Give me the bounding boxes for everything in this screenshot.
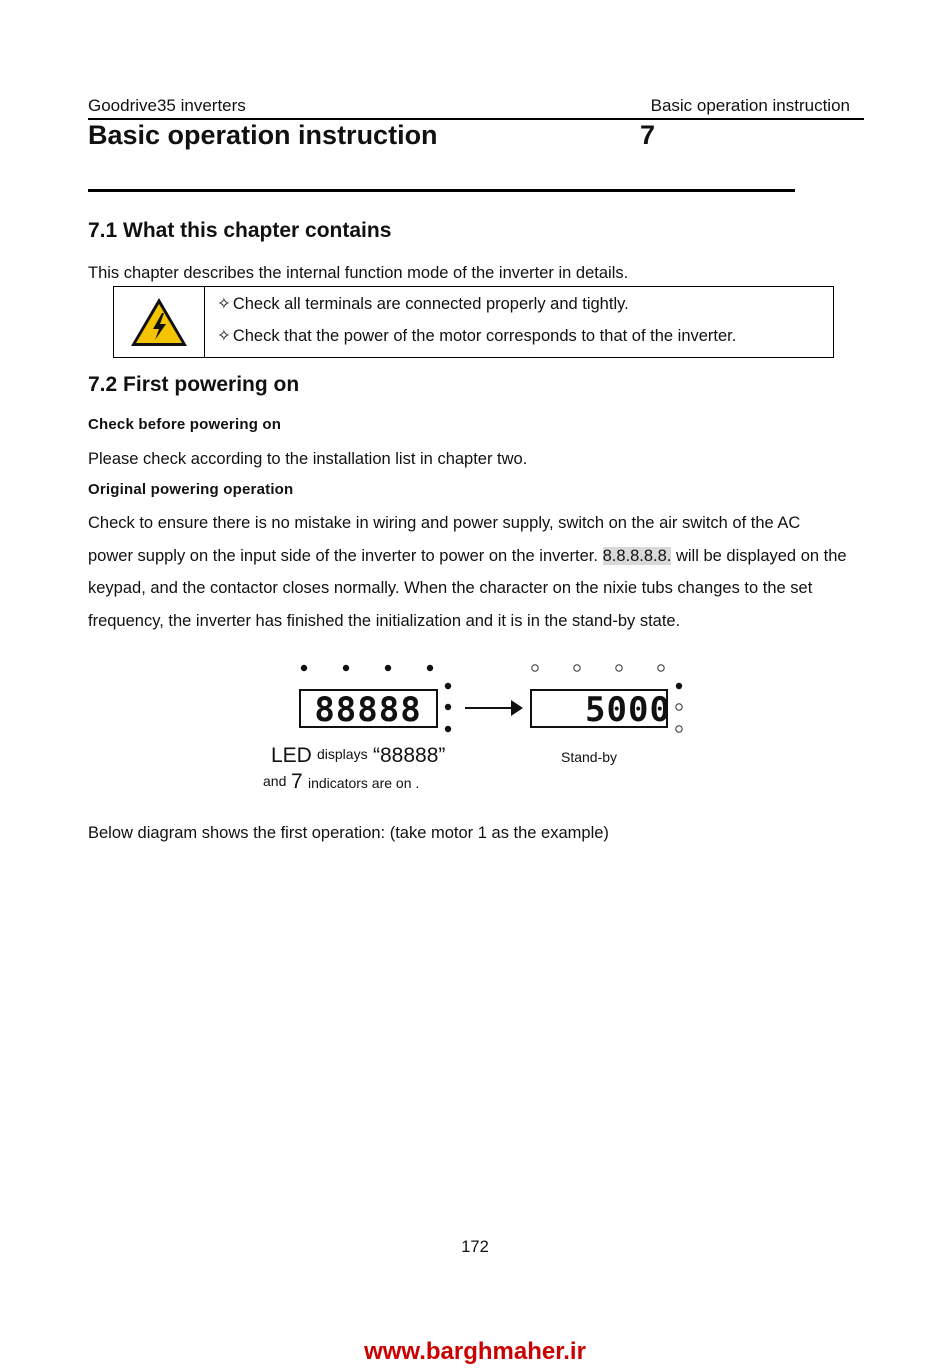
standby-label: Stand-by bbox=[561, 749, 618, 765]
indicator-off bbox=[676, 726, 682, 732]
indicator-on bbox=[301, 665, 307, 671]
indicator-off bbox=[574, 665, 580, 671]
page-number: 172 bbox=[461, 1238, 489, 1256]
chapter-rule bbox=[88, 189, 795, 192]
section-intro-text: This chapter describes the internal function mode of the inverter in details. bbox=[88, 264, 629, 282]
keypad-display-figure bbox=[255, 655, 705, 805]
high-voltage-warning-icon bbox=[129, 296, 189, 348]
led-digits-right: 5000 bbox=[585, 690, 671, 730]
indicator-on bbox=[676, 683, 682, 689]
powering-body-text bbox=[88, 507, 848, 637]
warning-box bbox=[113, 286, 834, 358]
caption-and: and bbox=[263, 773, 287, 789]
footer-url: www.barghmaher.ir bbox=[364, 1338, 586, 1365]
below-diagram-text: Below diagram shows the first operation: (take motor 1 as the example) bbox=[88, 824, 609, 842]
warning-item-text: Check that the power of the motor corresponds to that of the inverter. bbox=[232, 327, 737, 345]
section-heading-7-2: 7.2 First powering on bbox=[88, 373, 300, 396]
body-text-part: Check to ensure there is no mistake in wiring and power supply, switch on the air switch of the AC power supply on the input side of the inverter to power on the inverter. bbox=[88, 514, 801, 565]
arrow-right-icon bbox=[511, 700, 523, 716]
body-text-part: will be displayed on the keypad, and the contactor closes normally. When the character on the nixie tubs changes to the set frequency, the inverter has finished the initialization and it is in the stand-by state. bbox=[88, 546, 847, 630]
section-heading-7-1: 7.1 What this chapter contains bbox=[88, 219, 392, 242]
caption-seven: 7 bbox=[291, 770, 303, 793]
running-header-left: Goodrive35 inverters bbox=[88, 96, 246, 115]
indicator-off bbox=[532, 665, 538, 671]
caption-quote: “88888” bbox=[373, 744, 446, 767]
led-digits-left: 88888 bbox=[314, 690, 422, 730]
warning-item-text: Check all terminals are connected properly and tightly. bbox=[232, 295, 629, 313]
warning-icon-cell bbox=[114, 287, 205, 357]
indicator-on bbox=[343, 665, 349, 671]
indicator-off bbox=[616, 665, 622, 671]
keypad-diagram bbox=[255, 655, 705, 805]
indicator-on bbox=[445, 726, 451, 732]
warning-text-cell bbox=[205, 287, 833, 357]
chapter-number: 7 bbox=[640, 120, 656, 150]
caption-indicators: indicators are on . bbox=[308, 775, 420, 791]
indicator-on bbox=[445, 683, 451, 689]
indicator-on bbox=[445, 704, 451, 710]
indicator-on bbox=[385, 665, 391, 671]
caption-displays: displays bbox=[317, 746, 368, 762]
bullet-icon: ✧ bbox=[217, 295, 231, 313]
warning-item bbox=[217, 287, 833, 319]
indicator-on bbox=[427, 665, 433, 671]
subheading-check-before: Check before powering on bbox=[88, 416, 282, 433]
chapter-title: Basic operation instruction bbox=[88, 120, 438, 150]
bullet-icon: ✧ bbox=[217, 327, 231, 345]
indicator-off bbox=[676, 704, 682, 710]
subheading-original-powering: Original powering operation bbox=[88, 481, 294, 498]
warning-item bbox=[217, 319, 833, 351]
indicator-off bbox=[658, 665, 664, 671]
caption-led: LED bbox=[271, 744, 312, 767]
highlighted-display-code: 8.8.8.8.8. bbox=[602, 546, 672, 565]
running-header-right: Basic operation instruction bbox=[650, 96, 850, 115]
check-text: Please check according to the installation list in chapter two. bbox=[88, 450, 528, 468]
